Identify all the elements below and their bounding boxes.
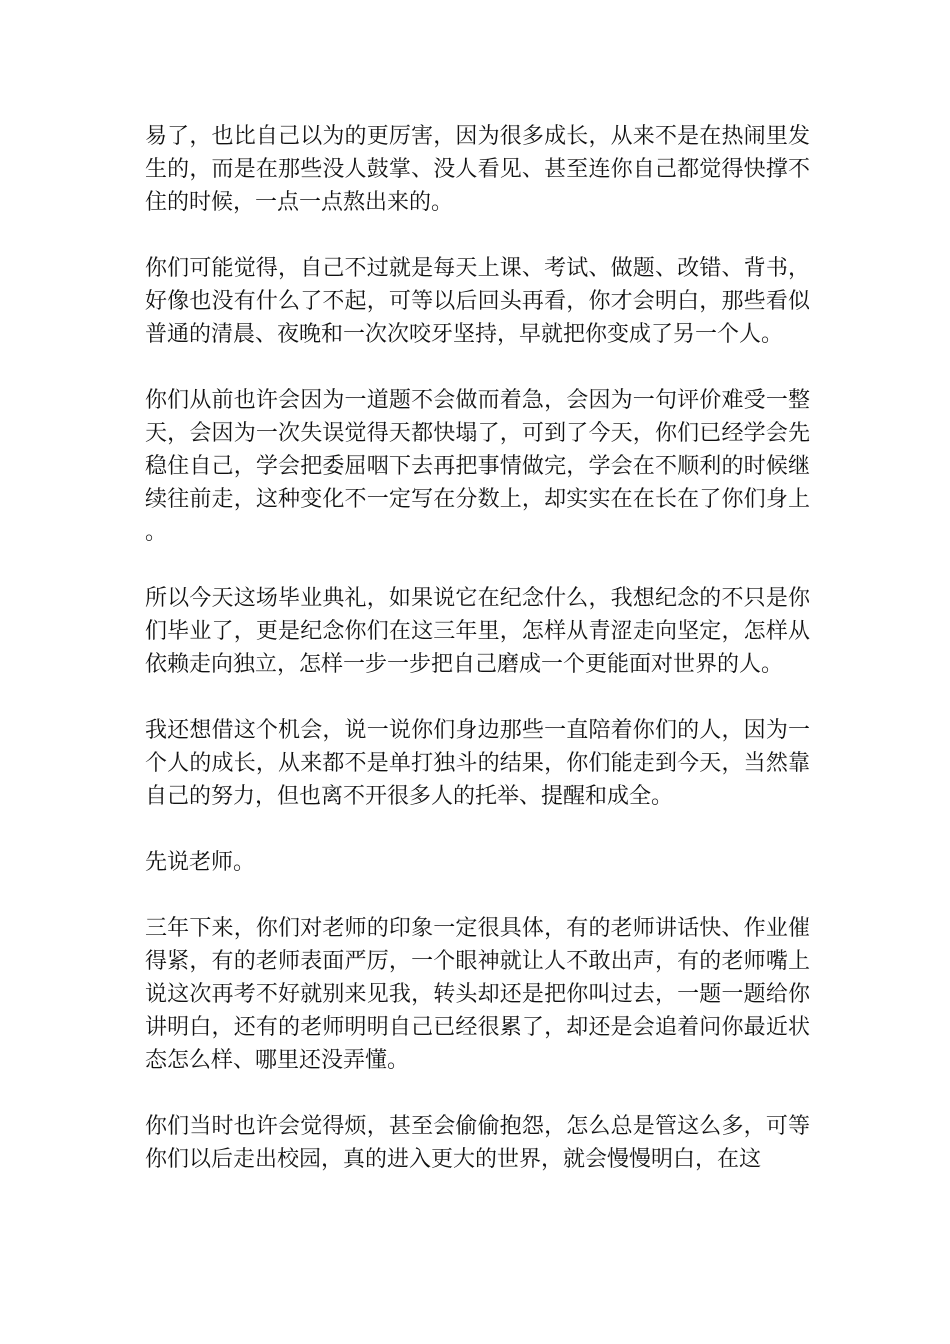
paragraph-6: 先说老师。: [145, 850, 256, 875]
paragraph-7: 三年下来，你们对老师的印象一定很具体，有的老师讲话快、作业催得紧，有的老师表面严厉，一个眼神就让人不敢出声，有的老师嘴上说这次再考不好就别来见我，转头却还是把你叫过去，一题一题给你讲明白，还有的老师明明自己已经很累了，却还是会追着问你最近状态怎么样、哪里还没弄懂。: [145, 916, 810, 1073]
paragraph-5: 我还想借这个机会，说一说你们身边那些一直陪着你们的人，因为一个人的成长，从来都不是单打独斗的结果，你们能走到今天，当然靠自己的努力，但也离不开很多人的托举、提醒和成全。: [145, 718, 810, 809]
document-body: [145, 120, 810, 1209]
paragraph-1: 易了，也比自己以为的更厉害，因为很多成长，从来不是在热闹里发生的，而是在那些没人鼓掌、没人看见、甚至连你自己都觉得快撑不住的时候，一点一点熬出来的。: [145, 124, 810, 215]
paragraph-8: 你们当时也许会觉得烦，甚至会偷偷抱怨，怎么总是管这么多，可等你们以后走出校园，真的进入更大的世界，就会慢慢明白，在这: [145, 1114, 810, 1172]
paragraph-2: 你们可能觉得，自己不过就是每天上课、考试、做题、改错、背书，好像也没有什么了不起，可等以后回头再看，你才会明白，那些看似普通的清晨、夜晚和一次次咬牙坚持，早就把你变成了另一个人。: [145, 256, 810, 347]
paragraph-4: 所以今天这场毕业典礼，如果说它在纪念什么，我想纪念的不只是你们毕业了，更是纪念你们在这三年里，怎样从青涩走向坚定，怎样从依赖走向独立，怎样一步一步把自己磨成一个更能面对世界的人。: [145, 586, 810, 677]
paragraph-3: 你们从前也许会因为一道题不会做而着急，会因为一句评价难受一整天，会因为一次失误觉得天都快塌了，可到了今天，你们已经学会先稳住自己，学会把委屈咽下去再把事情做完，学会在不顺利的时候继续往前走，这种变化不一定写在分数上，却实实在在长在了你们身上。: [145, 388, 810, 545]
